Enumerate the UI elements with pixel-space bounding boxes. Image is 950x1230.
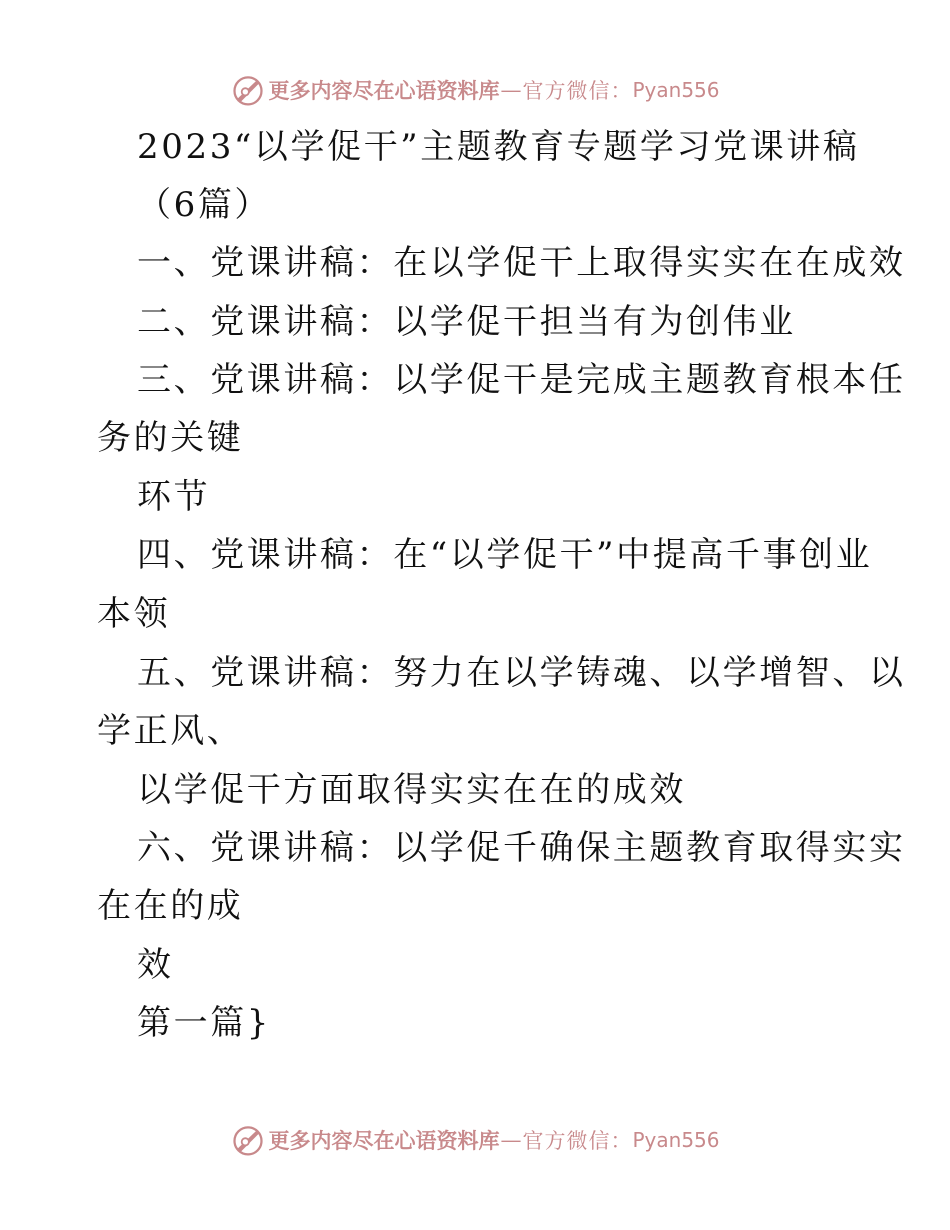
- document-subtitle: （6篇）: [137, 185, 272, 225]
- watermark-wechat-id: Pyan556: [632, 1128, 720, 1152]
- toc-line: 效: [137, 945, 174, 985]
- toc-line: 四、党课讲稿：在“以学促干”中提高千事创业: [137, 535, 873, 575]
- pen-logo-icon: [230, 72, 266, 108]
- toc-line: 二、党课讲稿：以学促干担当有为创伟业: [137, 302, 796, 342]
- watermark-main-text: 更多内容尽在心语资料库: [268, 78, 500, 103]
- toc-line: 务的关键: [97, 418, 244, 458]
- header-watermark: [0, 72, 950, 108]
- watermark-main-text: 更多内容尽在心语资料库: [268, 1128, 500, 1153]
- toc-line: 六、党课讲稿：以学促千确保主题教育取得实实: [137, 828, 906, 868]
- document-title: 2023“以学促干”主题教育专题学习党课讲稿: [137, 127, 860, 167]
- pen-logo-icon: [230, 1122, 266, 1158]
- watermark-separator: —: [500, 1128, 522, 1152]
- toc-line: 环节: [137, 477, 211, 517]
- toc-line: 以学促干方面取得实实在在的成效: [137, 770, 686, 810]
- watermark-separator: —: [500, 78, 522, 102]
- toc-line: 一、党课讲稿：在以学促干上取得实实在在成效: [137, 243, 906, 283]
- toc-line: 本领: [97, 594, 171, 634]
- toc-line: 三、党课讲稿：以学促干是完成主题教育根本任: [137, 360, 906, 400]
- watermark-wechat-label: 官方微信：: [522, 1129, 633, 1153]
- toc-line: 五、党课讲稿：努力在以学铸魂、以学增智、以: [137, 653, 906, 693]
- toc-line: 学正风、: [97, 711, 244, 751]
- section-heading: 第一篇}: [137, 1003, 272, 1043]
- toc-line: 在在的成: [97, 886, 244, 926]
- watermark-wechat-label: 官方微信：: [522, 79, 633, 103]
- footer-watermark: [0, 1122, 950, 1158]
- watermark-wechat-id: Pyan556: [632, 78, 720, 102]
